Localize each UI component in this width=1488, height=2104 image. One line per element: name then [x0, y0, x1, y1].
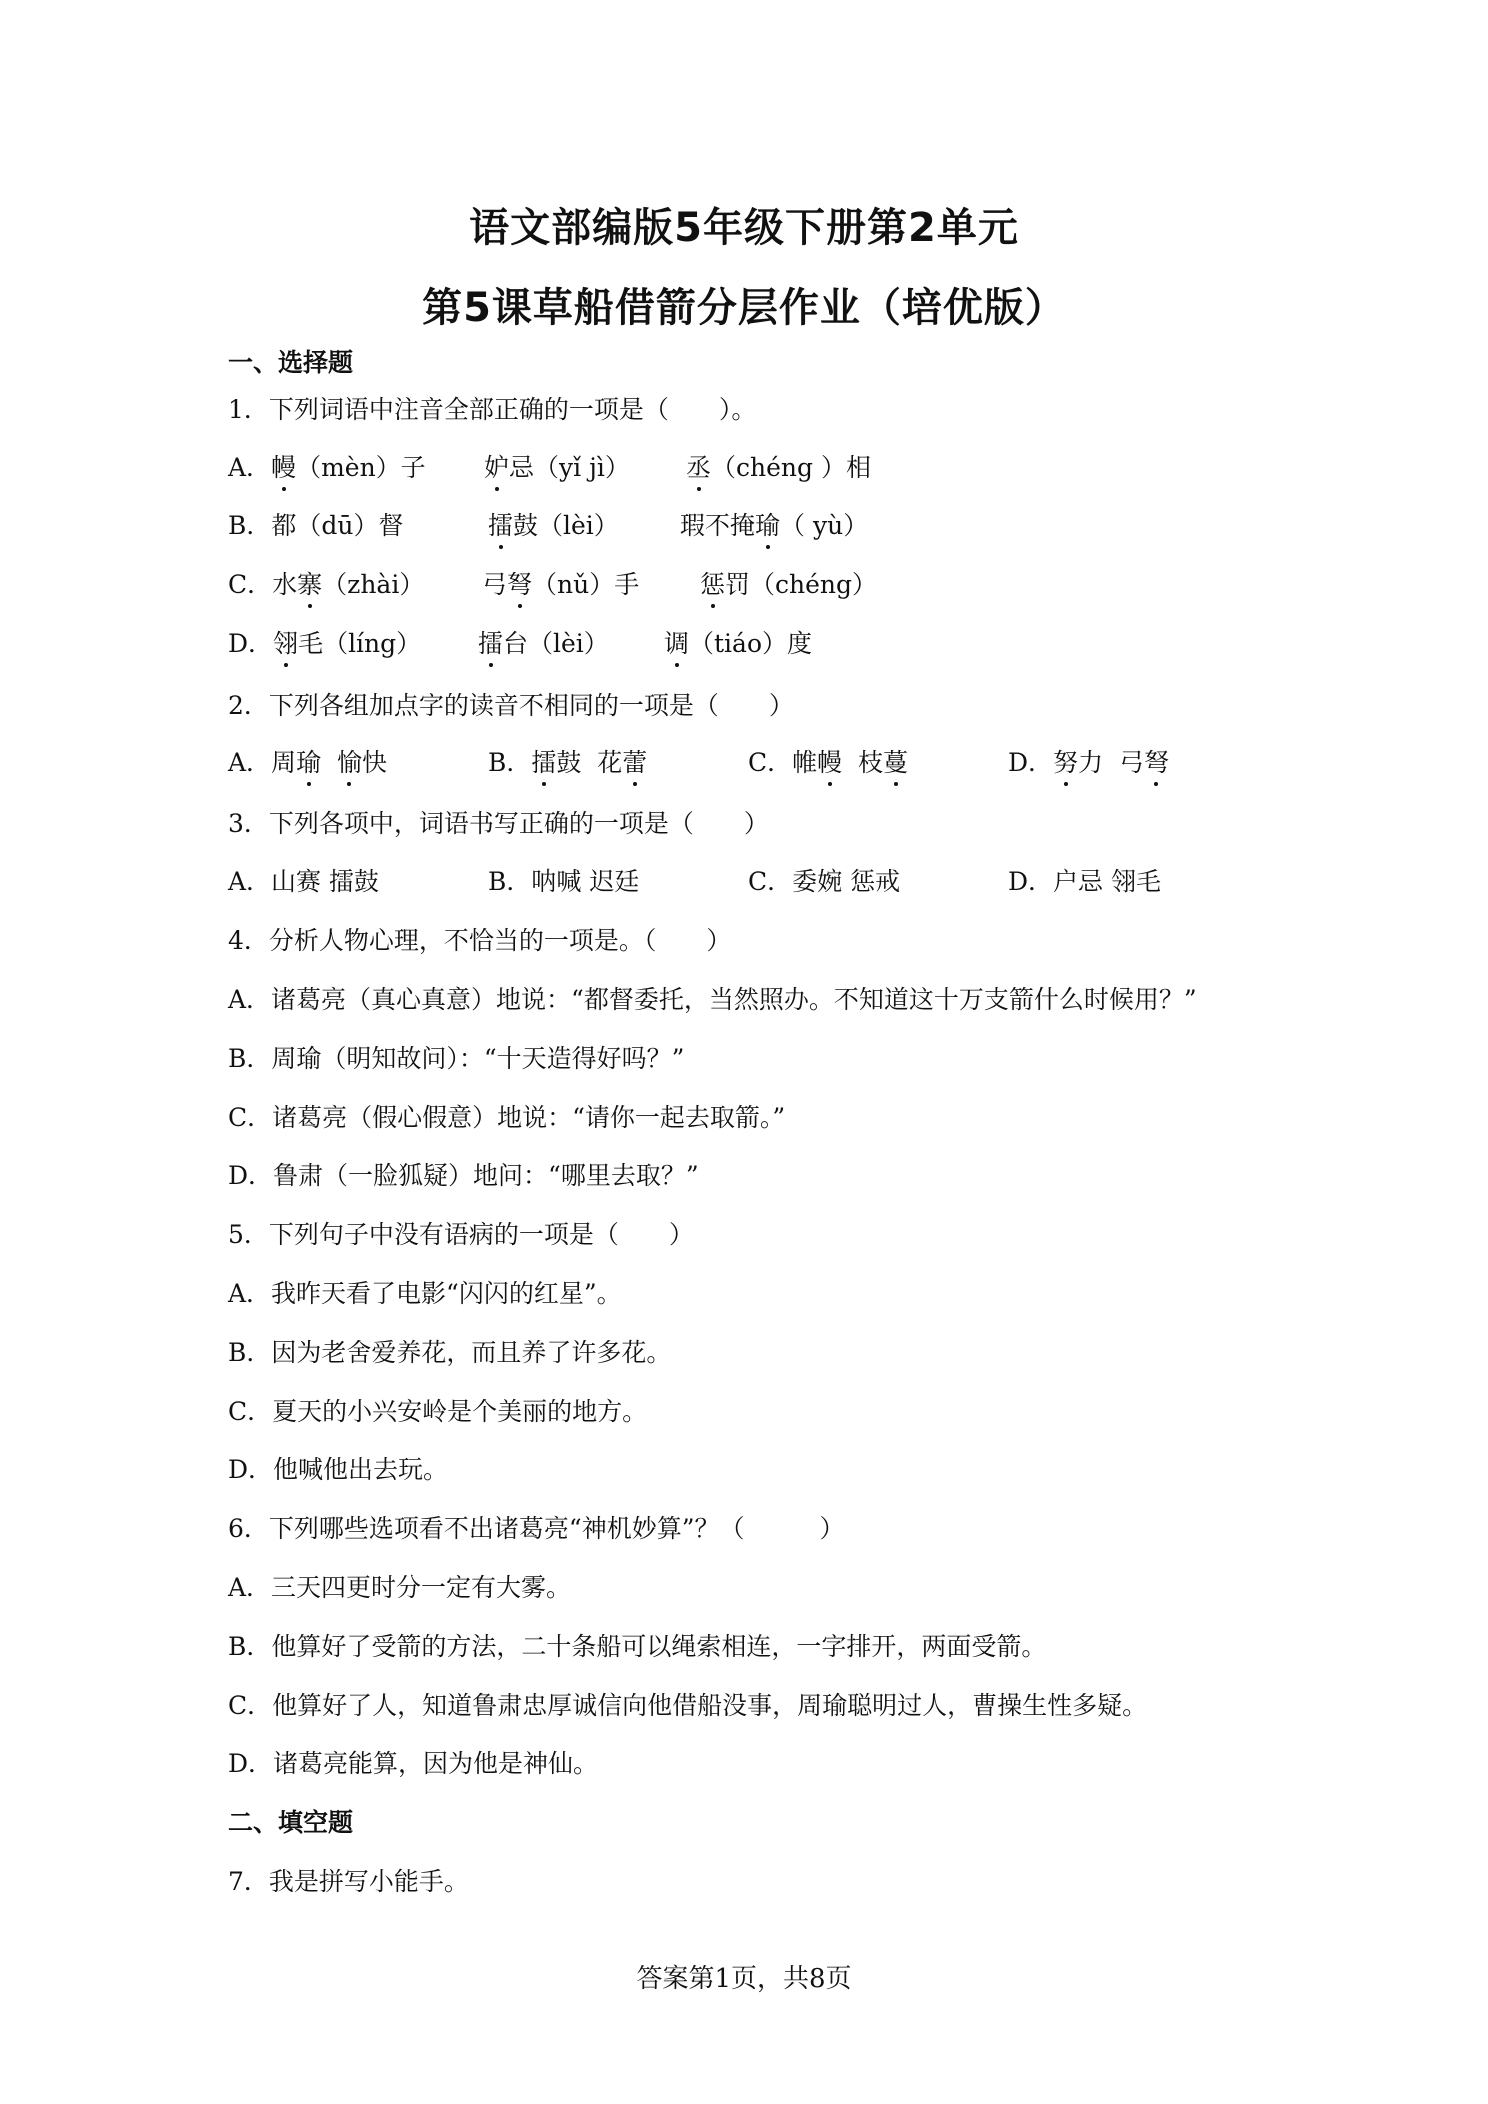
- q1-option-b-word2: 擂鼓（lèi）: [488, 506, 619, 542]
- emphasis-char: 瑜: [755, 506, 780, 542]
- question-7-stem: 7．我是拼写小能手。: [228, 1867, 469, 1896]
- emphasis-char: 瑜: [296, 743, 321, 779]
- q3-option-a: A．山赛 擂鼓: [228, 867, 380, 896]
- emphasis-char: 蔓: [883, 743, 908, 779]
- emphasis-char: 调: [664, 624, 689, 660]
- emphasis-char: 蕾: [622, 743, 647, 779]
- q5-option-d: D．他喊他出去玩。: [228, 1455, 449, 1484]
- emphasis-char: 弩: [507, 565, 532, 601]
- q6-option-c: C．他算好了人，知道鲁肃忠厚诚信向他借船没事，周瑜聪明过人，曹操生性多疑。: [228, 1691, 1148, 1720]
- emphasis-char: 寨: [297, 565, 322, 601]
- emphasis-char: 愉: [337, 743, 362, 779]
- emphasis-char: 弩: [1144, 743, 1169, 779]
- page-footer: 答案第1页，共8页: [636, 1964, 852, 1994]
- q6-option-d: D．诸葛亮能算，因为他是神仙。: [228, 1749, 599, 1778]
- q1-option-c-word1: C．水寨（zhài）: [228, 565, 424, 601]
- emphasis-char: 惩: [700, 565, 725, 601]
- emphasis-char: 擂: [478, 624, 503, 660]
- q5-option-c: C．夏天的小兴安岭是个美丽的地方。: [228, 1397, 648, 1426]
- emphasis-char: 擂: [531, 743, 556, 779]
- emphasis-char: 幔: [271, 448, 296, 484]
- q2-option-c: C．帷幔 枝蔓: [748, 743, 908, 779]
- q1-option-a-word2: 妒忌（yǐ jì）: [484, 448, 630, 484]
- emphasis-char: 丞: [686, 448, 711, 484]
- q1-option-a-word3: 丞（chéng ）相: [686, 448, 871, 484]
- q1-option-a-word1: A．幔（mèn）子: [228, 448, 426, 484]
- question-3-stem: 3．下列各项中，词语书写正确的一项是（ ）: [228, 809, 769, 838]
- q5-option-b: B．因为老舍爱养花，而且养了许多花。: [228, 1338, 672, 1367]
- q3-option-d: D．户忌 翎毛: [1008, 867, 1161, 896]
- section-heading-fill: 二、填空题: [228, 1808, 354, 1837]
- question-2-stem: 2．下列各组加点字的读音不相同的一项是（ ）: [228, 691, 794, 720]
- q4-option-b: B．周瑜（明知故问）：“十天造得好吗？”: [228, 1044, 685, 1073]
- q2-option-d: D．努力 弓弩: [1008, 743, 1169, 779]
- q4-option-a: A．诸葛亮（真心真意）地说：“都督委托，当然照办。不知道这十万支箭什么时候用？”: [228, 985, 1197, 1014]
- question-4-stem: 4．分析人物心理，不恰当的一项是。（ ）: [228, 926, 732, 955]
- q1-option-d-word1: D．翎毛（líng）: [228, 624, 421, 660]
- q6-option-a: A．三天四更时分一定有大雾。: [228, 1573, 572, 1602]
- q2-option-b: B．擂鼓 花蕾: [488, 743, 647, 779]
- question-1-stem: 1．下列词语中注音全部正确的一项是（ ）。: [228, 395, 757, 424]
- q3-option-c: C．委婉 惩戒: [748, 867, 901, 896]
- emphasis-char: 幔: [817, 743, 842, 779]
- section-heading-choice: 一、选择题: [228, 348, 354, 377]
- question-5-stem: 5．下列句子中没有语病的一项是（ ）: [228, 1220, 694, 1249]
- title-line-1: 语文部编版5年级下册第2单元: [469, 205, 1019, 251]
- q6-option-b: B．他算好了受箭的方法，二十条船可以绳索相连，一字排开，两面受箭。: [228, 1632, 1047, 1661]
- emphasis-char: 妒: [484, 448, 509, 484]
- q4-option-d: D．鲁肃（一脸狐疑）地问：“哪里去取？”: [228, 1161, 699, 1190]
- q1-option-b-word3: 瑕不掩瑜（ yù）: [680, 506, 868, 542]
- question-6-stem: 6．下列哪些选项看不出诸葛亮“神机妙算”？（ ）: [228, 1514, 845, 1543]
- title-line-2: 第5课草船借箭分层作业（培优版）: [422, 285, 1066, 331]
- q1-option-c-word2: 弓弩（nǔ）手: [482, 565, 639, 601]
- emphasis-char: 努: [1053, 743, 1078, 779]
- q4-option-c: C．诸葛亮（假心假意）地说：“请你一起去取箭。”: [228, 1103, 786, 1132]
- emphasis-char: 擂: [488, 506, 513, 542]
- q1-option-d-word2: 擂台（lèi）: [478, 624, 609, 660]
- q1-option-d-word3: 调（tiáo）度: [664, 624, 812, 660]
- q3-option-b: B．呐喊 迟廷: [488, 867, 640, 896]
- emphasis-char: 翎: [273, 624, 298, 660]
- q5-option-a: A．我昨天看了电影“闪闪的红星”。: [228, 1279, 622, 1308]
- q1-option-b-word1: B．都（dū）督: [228, 511, 404, 540]
- q2-option-a: A．周瑜 愉快: [228, 743, 387, 779]
- q1-option-c-word3: 惩罚（chéng）: [700, 565, 877, 601]
